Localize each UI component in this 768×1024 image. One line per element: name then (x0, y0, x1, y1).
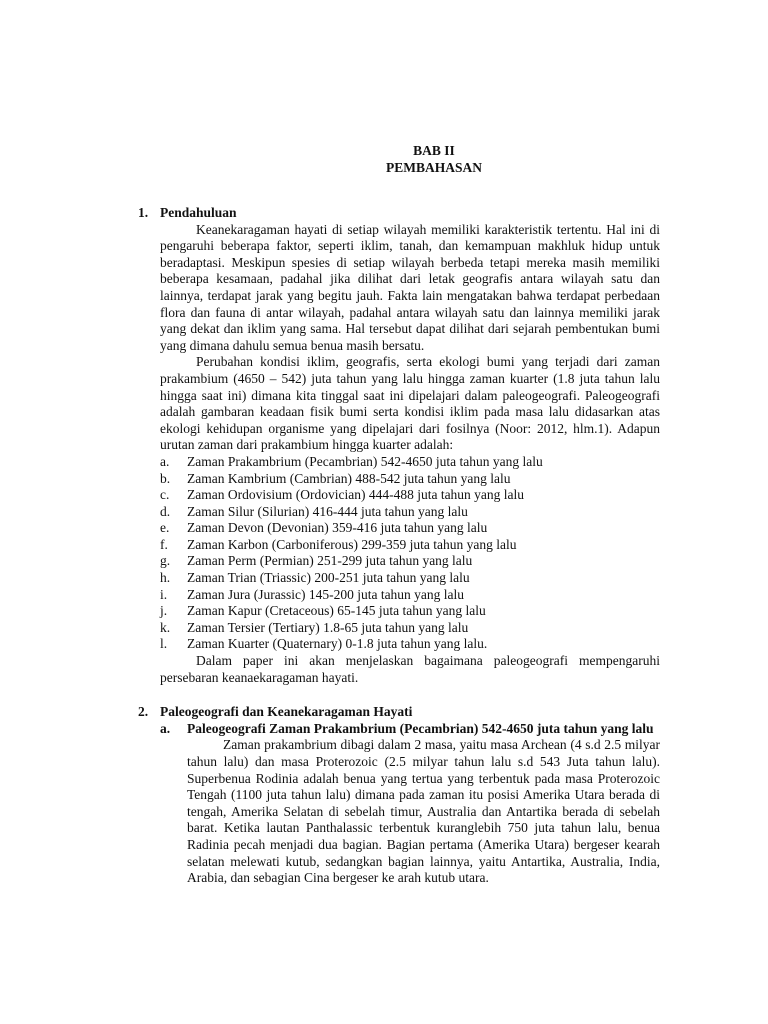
era-letter: k. (160, 619, 171, 635)
subsection-a-heading (160, 721, 660, 738)
era-text: Zaman Jura (Jurassic) 145-200 juta tahun yang lalu (187, 586, 465, 602)
era-list-item (160, 487, 660, 504)
era-list-item (160, 620, 660, 637)
section-2-body (160, 721, 660, 887)
era-letter: i. (160, 586, 168, 602)
era-text: Zaman Trian (Triassic) 200-251 juta tahun yang lalu (187, 570, 470, 586)
era-letter: a. (160, 453, 170, 469)
era-list-item (160, 553, 660, 570)
section-2-title: Paleogeografi dan Keanekaragaman Hayati (160, 704, 413, 720)
section-1-body (160, 222, 660, 687)
era-letter: h. (160, 570, 171, 586)
subsection-a-title: Paleogeografi Zaman Prakambrium (Pecambrian) 542-4650 juta tahun yang lalu (187, 720, 654, 736)
era-text: Zaman Kambrium (Cambrian) 488-542 juta tahun yang lalu (187, 470, 511, 486)
era-list-item (160, 471, 660, 488)
era-list-item (160, 570, 660, 587)
era-text: Zaman Karbon (Carboniferous) 299-359 juta tahun yang lalu (187, 536, 517, 552)
era-list-item (160, 636, 660, 653)
era-text: Zaman Prakambrium (Pecambrian) 542-4650 juta tahun yang lalu (187, 453, 543, 469)
era-list-item (160, 587, 660, 604)
subsection-a-letter: a. (160, 720, 171, 736)
chapter-label: BAB II (413, 143, 455, 158)
era-text: Zaman Devon (Devonian) 359-416 juta tahun yang lalu (187, 520, 488, 536)
era-list (160, 454, 660, 653)
era-text: Zaman Kuarter (Quaternary) 0-1.8 juta tahun yang lalu. (187, 636, 488, 652)
era-text: Zaman Tersier (Tertiary) 1.8-65 juta tahun yang lalu (187, 619, 469, 635)
era-text: Zaman Perm (Permian) 251-299 juta tahun yang lalu (187, 553, 473, 569)
section-1-heading (138, 205, 660, 222)
era-list-item (160, 603, 660, 620)
chapter-heading (208, 142, 660, 176)
era-list-item (160, 520, 660, 537)
era-text: Zaman Ordovisium (Ordovician) 444-488 juta tahun yang lalu (187, 487, 525, 503)
section-1-number: 1. (138, 205, 149, 220)
section-1-paragraph-2: Perubahan kondisi iklim, geografis, serta ekologi bumi yang terjadi dari zaman prakambium (4650 – 542) juta tahun yang lalu hingga zaman kuarter (1.8 juta tahun lalu hingga saat ini) dimana kita tinggal saat ini dipelajari dalam paleogeografi. Paleogeografi adalah gambaran keadaan fisik bumi serta kondisi iklim pada masa lalu didasarkan atas ekologi kehidupan organisme yang dipelajari dari fosilnya (Noor: 2012, hlm.1). Adapun urutan zaman dari prakambium hingga kuarter adalah: (160, 354, 660, 453)
era-letter: e. (160, 520, 170, 536)
era-letter: l. (160, 636, 168, 652)
section-1-title: Pendahuluan (160, 205, 237, 220)
era-letter: g. (160, 553, 171, 569)
era-list-item (160, 537, 660, 554)
section-2-number: 2. (138, 704, 149, 720)
era-list-item (160, 504, 660, 521)
era-letter: d. (160, 503, 171, 519)
era-letter: j. (160, 603, 168, 619)
section-1-paragraph-3: Dalam paper ini akan menjelaskan bagaimana paleogeografi mempengaruhi persebaran keanaekaragaman hayati. (160, 653, 660, 685)
subsection-a-paragraph: Zaman prakambrium dibagi dalam 2 masa, yaitu masa Archean (4 s.d 2.5 milyar tahun lalu) dan masa Proterozoic (2.5 milyar tahun lalu s.d 543 Juta tahun lalu). Superbenua Rodinia adalah benua yang tertua yang terbentuk pada masa Proterozoic Tengah (1100 juta tahun lalu) dimana pada zaman itu posisi Amerika Utara berada di tengah, Amerika Selatan di sebelah timur, Australia dan Antartika berada di sebelah barat. Ketika lautan Panthalassic terbentuk kuranglebih 750 juta tahun lalu, benua Radinia pecah menjadi dua bagian. Bagian pertama (Amerika Utara) bergeser kearah selatan melewati kutub, sedangkan bagian lainnya, yaitu Antartika, Australia, India, Arabia, dan sebagian Cina bergeser ke arah kutub utara. (187, 737, 660, 886)
chapter-title: PEMBAHASAN (385, 160, 482, 175)
section-2-heading (138, 704, 660, 721)
era-letter: b. (160, 470, 171, 486)
subsection-a-body (187, 737, 660, 886)
era-text: Zaman Silur (Silurian) 416-444 juta tahun yang lalu (187, 503, 468, 519)
era-text: Zaman Kapur (Cretaceous) 65-145 juta tahun yang lalu (187, 603, 486, 619)
era-letter: f. (160, 536, 168, 552)
era-letter: c. (160, 487, 170, 503)
section-1-paragraph-1: Keanekaragaman hayati di setiap wilayah memiliki karakteristik tertentu. Hal ini di pengaruhi beberapa faktor, seperti iklim, tanah, dan kemampuan makhluk hidup untuk beradaptasi. Meskipun spesies di setiap wilayah berbeda tetapi mereka masih memiliki beberapa kesamaan, padahal jika dilihat dari letak geografis antara wilayah satu dan lainnya, terdapat jarak yang begitu jauh. Fakta lain mengatakan bahwa terdapat perbedaan flora dan fauna di antar wilayah, padahal antara wilayah satu dan lainnya memiliki jarak yang dekat dan iklim yang sama. Hal tersebut dapat dilihat dari sejarah pembentukan bumi yang dimana dahulu semua benua masih bersatu. (160, 221, 660, 353)
era-list-item (160, 454, 660, 471)
